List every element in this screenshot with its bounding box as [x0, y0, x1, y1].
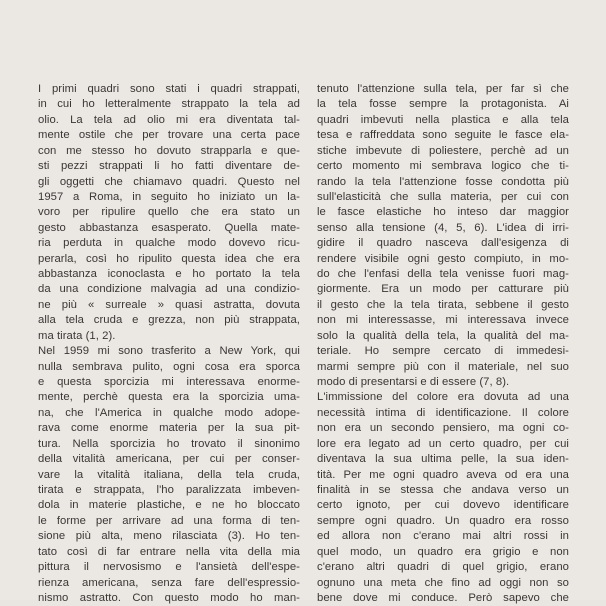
- text-line: finalità in se stessa che andava verso un: [317, 483, 569, 496]
- text-line: olio. La tela ad olio mi era diventata tal-: [38, 113, 300, 126]
- text-line: da una condizione malvagia ad una condizio-: [38, 283, 300, 296]
- text-line: Nel 1959 mi sono trasferito a New York, qui: [38, 345, 300, 358]
- text-line: bene dove mi conduce. Però sapevo che: [317, 591, 569, 604]
- text-line: in cui ho letteralmente strappato la tela ad: [38, 98, 300, 111]
- text-line: L'immissione del colore era dovuta ad una: [317, 391, 569, 404]
- text-line: tura. Nella sporcizia ho trovato il sinonimo: [38, 437, 300, 450]
- text-line: mente ostile che per trovare una certa pace: [38, 129, 300, 142]
- text-line: il gesto che la tela tirata, sebbene il gesto: [317, 298, 569, 311]
- text-column-left: [38, 82, 300, 606]
- text-line: le fasce elastiche ho inteso dar maggior: [317, 206, 569, 219]
- text-line: marmi sempre più con il materiale, nel suo: [317, 360, 569, 373]
- text-line: gidire il quadro nasceva dall'esigenza di: [317, 237, 569, 250]
- text-line: diventava la sua ultima pelle, la sua iden-: [317, 453, 569, 466]
- text-line: nulla sembrava pulito, ogni cosa era sporca: [38, 360, 300, 373]
- text-line: le forme per arrivare ad una forma di ten-: [38, 514, 300, 527]
- text-line: teriale. Ho sempre cercato di immedesi-: [317, 345, 569, 358]
- text-line: rava come enorme materia per la sua pit-: [38, 422, 300, 435]
- text-line: ma tirata (1, 2).: [38, 329, 116, 342]
- text-line: tità. Per me ogni quadro aveva od era una: [317, 468, 569, 481]
- text-column-right: [317, 82, 569, 606]
- text-line: gli oggetti che chiamavo quadri. Questo nel: [38, 175, 300, 188]
- text-line: dola in materie plastiche, e ne ho bloccato: [38, 499, 300, 512]
- text-line: stiche imbevute di poliestere, perchè ad un: [317, 144, 569, 157]
- text-line: abbastanza iconoclasta e ho portato la tela: [38, 268, 300, 281]
- text-line: pittura il nervosismo e l'ansietà dell'espe-: [38, 561, 300, 574]
- text-line: rando la tela l'attenzione fosse condotta più: [317, 175, 569, 188]
- text-line: 1957 a Roma, in seguito ho iniziato un la-: [38, 190, 300, 203]
- text-line: non era un secondo pensiero, ma ogni co-: [317, 422, 569, 435]
- text-line: quadri imbevuti nella plastica e alla tela: [317, 113, 569, 126]
- text-line: ognuno una meta che fino ad oggi non so: [317, 576, 569, 589]
- text-line: do che l'enfasi della tela venisse fuori mag-: [317, 268, 569, 281]
- text-line: sull'elasticità che sulla materia, per cui con: [317, 190, 569, 203]
- text-line: ed allora non c'erano mai altri rossi in: [317, 530, 569, 543]
- text-line: solo la qualità della tela, la qualità del ma-: [317, 329, 569, 342]
- text-line: ria perduta in qualche modo dovevo ricu-: [38, 237, 300, 250]
- text-line: e questa sporcizia mi interessava enorme-: [38, 376, 300, 389]
- text-line: rendere visibile ogni gesto compiuto, in mo-: [317, 252, 569, 265]
- text-line: na, che l'America in qualche modo adope-: [38, 406, 300, 419]
- text-line: rienza americana, senza fare dell'espressio-: [38, 576, 300, 589]
- text-line: gesto abbastanza esasperato. Quella mate-: [38, 221, 300, 234]
- text-line: la tela fosse sempre la protagonista. Ai: [317, 98, 569, 111]
- text-line: giormente. Era un modo per catturare più: [317, 283, 569, 296]
- text-line: sti pezzi strappati li ho fatti diventare de-: [38, 160, 300, 173]
- text-line: modo di presentarsi e di essere (7, 8).: [317, 376, 510, 389]
- text-line: perarla, così ho ripulito questa idea che era: [38, 252, 300, 265]
- text-line: non mi interessasse, mi interessava invece: [317, 314, 569, 327]
- text-line: alla tela cruda e grezza, non più strappata,: [38, 314, 300, 327]
- text-line: sempre ogni quadro. Un quadro era rosso: [317, 514, 569, 527]
- text-line: nismo astratto. Con questo modo ho man-: [38, 591, 300, 604]
- text-line: necessità intima di identificazione. Il colore: [317, 406, 569, 419]
- text-line: mente, perchè questa era la sporcizia uma-: [38, 391, 300, 404]
- text-line: c'erano altri quadri di quel grigio, erano: [317, 561, 569, 574]
- text-line: senso alla tensione (4, 5, 6). L'idea di irri-: [317, 221, 569, 234]
- text-line: vare la vitalità italiana, della tela cruda,: [38, 468, 300, 481]
- text-line: tato così di far entrare nella vita della mia: [38, 545, 300, 558]
- text-line: lore era legato ad un certo quadro, per cui: [317, 437, 569, 450]
- text-line: ne più « surreale » quasi astratta, dovuta: [38, 298, 300, 311]
- text-line: tesa e raffreddata sono seguite le fasce ela-: [317, 129, 569, 142]
- text-line: voro per ripulire quello che era stato un: [38, 206, 300, 219]
- text-line: della vitalità americana, per cui per conser-: [38, 453, 300, 466]
- text-line: tirata e strappata, l'ho paralizzata imbeven-: [38, 483, 300, 496]
- text-line: con me stesso ho dovuto strapparla e que-: [38, 144, 300, 157]
- text-line: certo momento mi sembrava logico che ti-: [317, 160, 569, 173]
- text-line: tenuto l'attenzione sulla tela, per far sì che: [317, 83, 569, 95]
- text-line: sione più alta, meno rilasciata (3). Ho ten-: [38, 530, 300, 543]
- text-line: I primi quadri sono stati i quadri strappati,: [38, 83, 300, 95]
- text-line: certo ignoto, per cui dovevo identificare: [317, 499, 569, 512]
- text-line: quel modo, un quadro era grigio e non: [317, 545, 569, 558]
